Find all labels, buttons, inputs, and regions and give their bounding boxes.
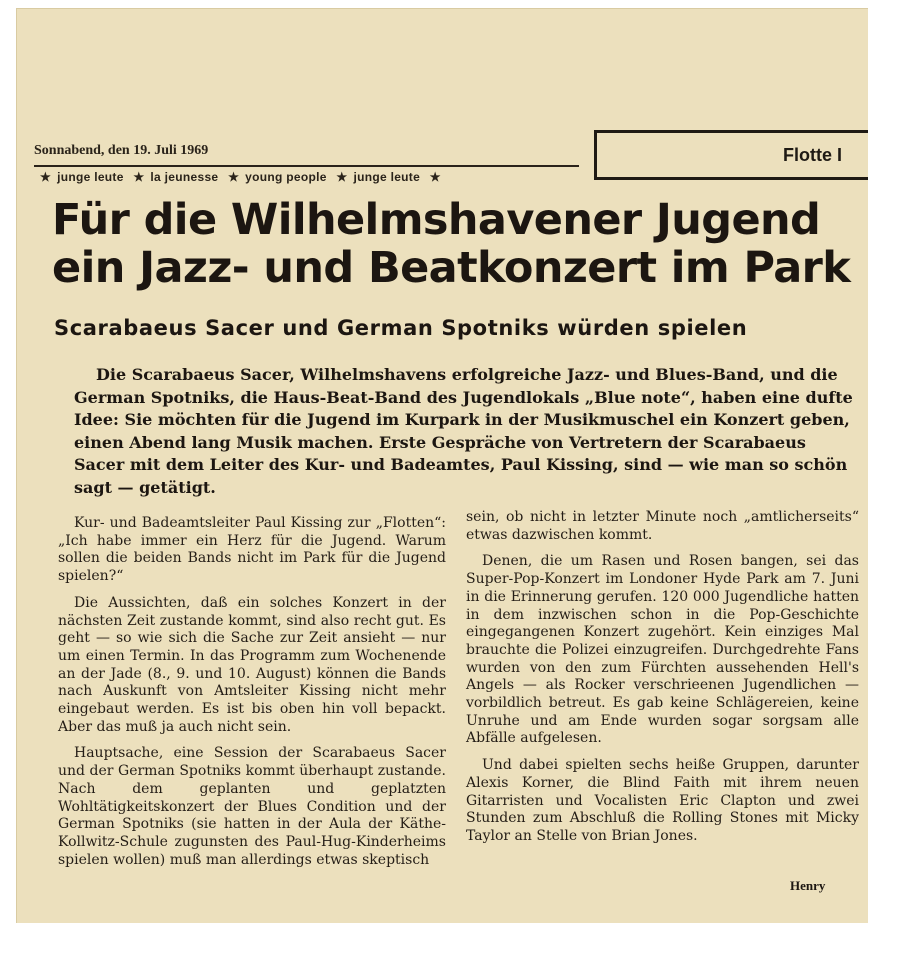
rubric-item: young people bbox=[245, 170, 327, 184]
star-icon: ★ bbox=[228, 170, 240, 184]
article-column-2 bbox=[466, 509, 859, 855]
star-icon: ★ bbox=[40, 170, 52, 184]
paragraph: Hauptsache, eine Session der Scarabaeus Sacer und der German Spotniks kommt überhaupt zustande. Nach dem geplanten und geplatzten Wohltätigkeitskonzert der Blues Condition und der German Spotniks (sie hatten in der Aula der Käthe-Kollwitz-Schule zugunsten des Paul-Hug-Kinderheims spielen wollen) muß man allerdings etwas skeptisch bbox=[58, 745, 446, 868]
headline-line-2: ein Jazz- und Beatkonzert im Park bbox=[52, 243, 851, 293]
issue-date: Sonnabend, den 19. Juli 1969 bbox=[34, 143, 209, 158]
star-icon: ★ bbox=[336, 170, 348, 184]
lead-paragraph: Die Scarabaeus Sacer, Wilhelmshavens erfolgreiche Jazz- und Blues-Band, und die German Spotniks, die Haus-Beat-Band des Jugendlokals „Blue note“, haben eine dufte Idee: Sie möchten für die Jugend im Kurpark in der Musikmuschel ein Konzert geben, einen Abend lang Musik machen. Erste Gespräche von Vertretern der Scarabaeus Sacer mit dem Leiter des Kur- und Badeamtes, Paul Kissing, sind — wie man so schön sagt — getätigt. bbox=[74, 365, 853, 497]
rubric-item: junge leute bbox=[57, 170, 124, 184]
rubric-item: junge leute bbox=[353, 170, 421, 184]
rubric-item: la jeunesse bbox=[150, 170, 219, 184]
paragraph: Denen, die um Rasen und Rosen bangen, sei das Super-Pop-Konzert im Londoner Hyde Park am 7. Juni in die Erinnerung gerufen. 120 000 Jugendliche hatten in dem inzwischen schon in die Pop-Geschichte eingegangenen Konzert zugehört. Kein einziges Mal brauchte die Polizei einzugreifen. Durchgedrehte Fans wurden von den zum Fürchten aussehenden Hell's Angels — als Rocker verschrieenen Jugendlichen — vorbildlich betreut. Es gab keine Schlägereien, keine Unruhe und am Ende wurden sogar sorgsam alle Abfälle aufgelesen. bbox=[466, 553, 859, 747]
subheadline: Scarabaeus Sacer und German Spotniks würden spielen bbox=[54, 316, 748, 340]
paragraph: Die Aussichten, daß ein solches Konzert in der nächsten Zeit zustande kommt, sind also recht gut. Es geht — so wie sich die Sache zur Zeit ansieht — nur um einen Termin. In das Programm zum Wochenende an der Jade (8., 9. und 10. August) können die Bands nach Auskunft von Amtsleiter Kissing nicht mehr eingebaut werden. Es ist bis oben hin voll bepackt. Aber das muß ja auch nicht sein. bbox=[58, 594, 446, 735]
newspaper-nameplate: Flotte I bbox=[783, 145, 842, 165]
star-icon: ★ bbox=[133, 170, 145, 184]
author-signature: Henry bbox=[790, 878, 826, 893]
header-rule bbox=[34, 165, 579, 167]
star-icon: ★ bbox=[429, 170, 441, 184]
paragraph: sein, ob nicht in letzter Minute noch „amtlicherseits“ etwas dazwischen kommt. bbox=[466, 509, 859, 543]
paragraph: Kur- und Badeamtsleiter Paul Kissing zur „Flotten“: „Ich habe immer ein Herz für die Jugend. Warum sollen die beiden Bands nicht im Park für die Jugend spielen?“ bbox=[58, 515, 446, 585]
rubric-bar bbox=[34, 170, 447, 184]
article-column-1 bbox=[58, 515, 446, 878]
paragraph: Und dabei spielten sechs heiße Gruppen, darunter Alexis Korner, die Blind Faith mit ihrem neuen Gitarristen und Vocalisten Eric Clapton und zwei Stunden zum Abschluß die Rolling Stones mit Micky Taylor an Stelle von Brian Jones. bbox=[466, 757, 859, 844]
newspaper-nameplate-box bbox=[594, 130, 868, 180]
headline bbox=[52, 196, 850, 292]
headline-line-1: Für die Wilhelmshavener Jugend bbox=[52, 195, 821, 245]
